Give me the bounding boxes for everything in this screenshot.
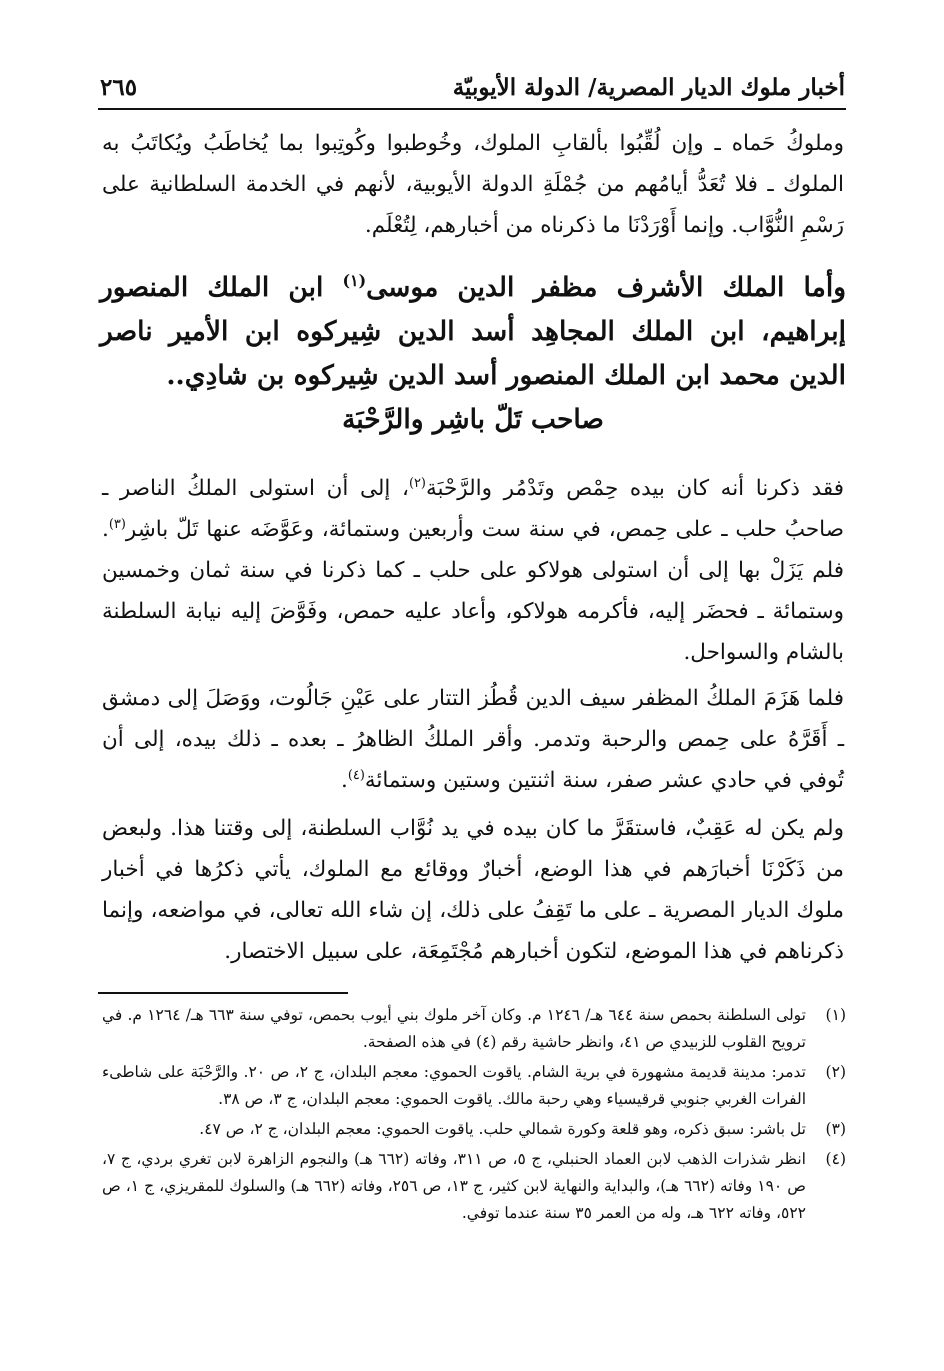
footnote-number: (٣) — [825, 1120, 846, 1138]
heading-main: وأما الملك الأشرف مظفر الدين موسى — [366, 272, 846, 303]
paragraph-3-part-a: فلما هَزَمَ الملكُ المظفر سيف الدين قُطُز التتار على عَيْنِ جَالُوت، ووَصَلَ إلى دمشق ـ أَقَرَّهُ على حِمص والرحبة وتدمر. وأقر الملكُ الظاهرُ ـ بعده ـ ذلك بيده، إلى أن تُوفي في حادي عشر صفر، سنة اثنتين وستين وستمائة — [102, 686, 844, 793]
footnote-number: (١) — [825, 1006, 846, 1024]
paragraph-3-part-b: . — [341, 768, 348, 793]
footnote-ref-2[interactable]: (٢) — [408, 475, 426, 491]
paragraph-2 — [102, 468, 844, 673]
footnote — [102, 1146, 846, 1227]
heading-rest: ابن الملك المنصور إبراهيم، ابن الملك المجاهِد أسد الدين شِيركوه ابن الأمير ناصر الدين محمد ابن الملك المنصور أسد الدين شِيركوه بن شادِي.. — [100, 272, 846, 391]
footnote-text: انظر شذرات الذهب لابن العماد الحنبلي، ج ٥، ص ٣١١، وفاته (٦٦٢ هـ) والنجوم الزاهرة لابن تغري بردي، ج ٧، ص ١٩٠ وفاته (٦٦٢ هـ)، والبداية والنهاية لابن كثير، ج ١٣، ص ٢٥٦، وفاته (٦٦٢ هـ) والسلوك للمقريزي، ج ١، ص ٥٢٢، وفاته ٦٢٢ هـ، وله من العمر ٣٥ سنة عندما توفي. — [102, 1150, 806, 1222]
heading-subtitle: صاحب تَلّ باشِر والرَّحْبَة — [342, 404, 604, 435]
footnote-text: تولى السلطنة بحمص سنة ٦٤٤ هـ/ ١٢٤٦ م. وكان آخر ملوك بني أيوب بحمص، توفي سنة ٦٦٣ هـ/ ١٢٦٤ م. في ترويح القلوب للزبيدي ص ٤١، وانظر حاشية رقم (٤) في هذه الصفحة. — [102, 1006, 806, 1051]
paragraph-4-text: ولم يكن له عَقِبٌ، فاستقَرَّ ما كان بيده في يد نُوَّاب السلطنة، إلى وقتنا هذا. ولبعض من ذَكَرْنَا أخبارَهم في هذا الوضع، أخبارٌ ووقائع مع الملوك، يأتي ذكرُها في أخبار ملوك الديار المصرية ـ على ما تَقِفُ على ذلك، إن شاء الله تعالى، في مواضعه، وإنما ذكرناهم في هذا الموضع، لتكون أخبارهم مُجْتَمِعَة، على سبيل الاختصار. — [102, 816, 844, 964]
footnote-text: تل باشر: سبق ذكره، وهو قلعة وكورة شمالي حلب. ياقوت الحموي: معجم البلدان، ج ٢، ص ٤٧. — [199, 1120, 806, 1138]
header-rule — [98, 108, 846, 110]
paragraph-2-part-c: . فلم يَزَلْ بها إلى أن استولى هولاكو على حلب ـ كما ذكرنا في سنة ثمان وخمسين وستمائة ـ فحضَر إليه، فأكرمه هولاكو، وأعاد عليه حمص، وفَوَّضَ إليه نيابة السلطنة بالشام والسواحل. — [102, 517, 844, 665]
paragraph-3 — [102, 678, 844, 801]
footnotes — [102, 1002, 846, 1230]
footnote — [102, 1002, 846, 1056]
paragraph-4 — [102, 808, 844, 972]
paragraph-2-text — [102, 468, 844, 673]
footnote — [102, 1059, 846, 1113]
footnote-ref-3[interactable]: (٣) — [108, 516, 126, 532]
footnote-number: (٤) — [825, 1150, 846, 1168]
footnote-ref-4[interactable]: (٤) — [347, 767, 365, 783]
running-header — [100, 70, 845, 104]
footnote-text: تدمر: مدينة قديمة مشهورة في برية الشام. ياقوت الحموي: معجم البلدان، ج ٢، ص ٢٠. والرَّحْبَة على شاطىء الفرات الغربي جنوبي قرقيسياء وهي رحبة مالك. ياقوت الحموي: معجم البلدان، ج ٣، ص ٣٨. — [102, 1063, 806, 1108]
footnote-ref-1[interactable]: (١) — [342, 271, 367, 291]
running-title: أخبار ملوك الديار المصرية/ الدولة الأيوبيّة — [452, 73, 845, 101]
paragraph-2-part-a: فقد ذكرنا أنه كان بيده حِمْص وتَدْمُر والرَّحْبَة — [425, 476, 844, 501]
paragraph-intro — [102, 123, 844, 246]
footnote — [102, 1116, 846, 1143]
paragraph-3-text — [102, 678, 844, 801]
page-number: ٢٦٥ — [100, 73, 138, 101]
paragraph-intro-text: وملوكُ حَماه ـ وإن لُقِّبُوا بألقابِ الملوك، وخُوطبوا وكُوتِبوا بما يُخاطَبُ ويُكاتَبُ به الملوك ـ فلا تُعَدُّ أيامُهم من جُمْلَةِ الدولة الأيوبية، لأنهم في الخدمة السلطانية على رَسْمِ النُّوَّاب. وإنما أَوْرَدْنَا ما ذكرناه من أخبارهم، لِتُعْلَم. — [102, 131, 844, 238]
footnote-number: (٢) — [825, 1063, 846, 1081]
section-heading — [100, 266, 846, 442]
paragraph-2-part-b: ، إلى أن استولى الملكُ الناصر ـ صاحبُ حلب ـ على حِمص، في سنة ست وأربعين وستمائة، وعَوَّضَه عنها تَلّ باشِر — [102, 476, 844, 542]
footnote-rule — [98, 992, 348, 994]
